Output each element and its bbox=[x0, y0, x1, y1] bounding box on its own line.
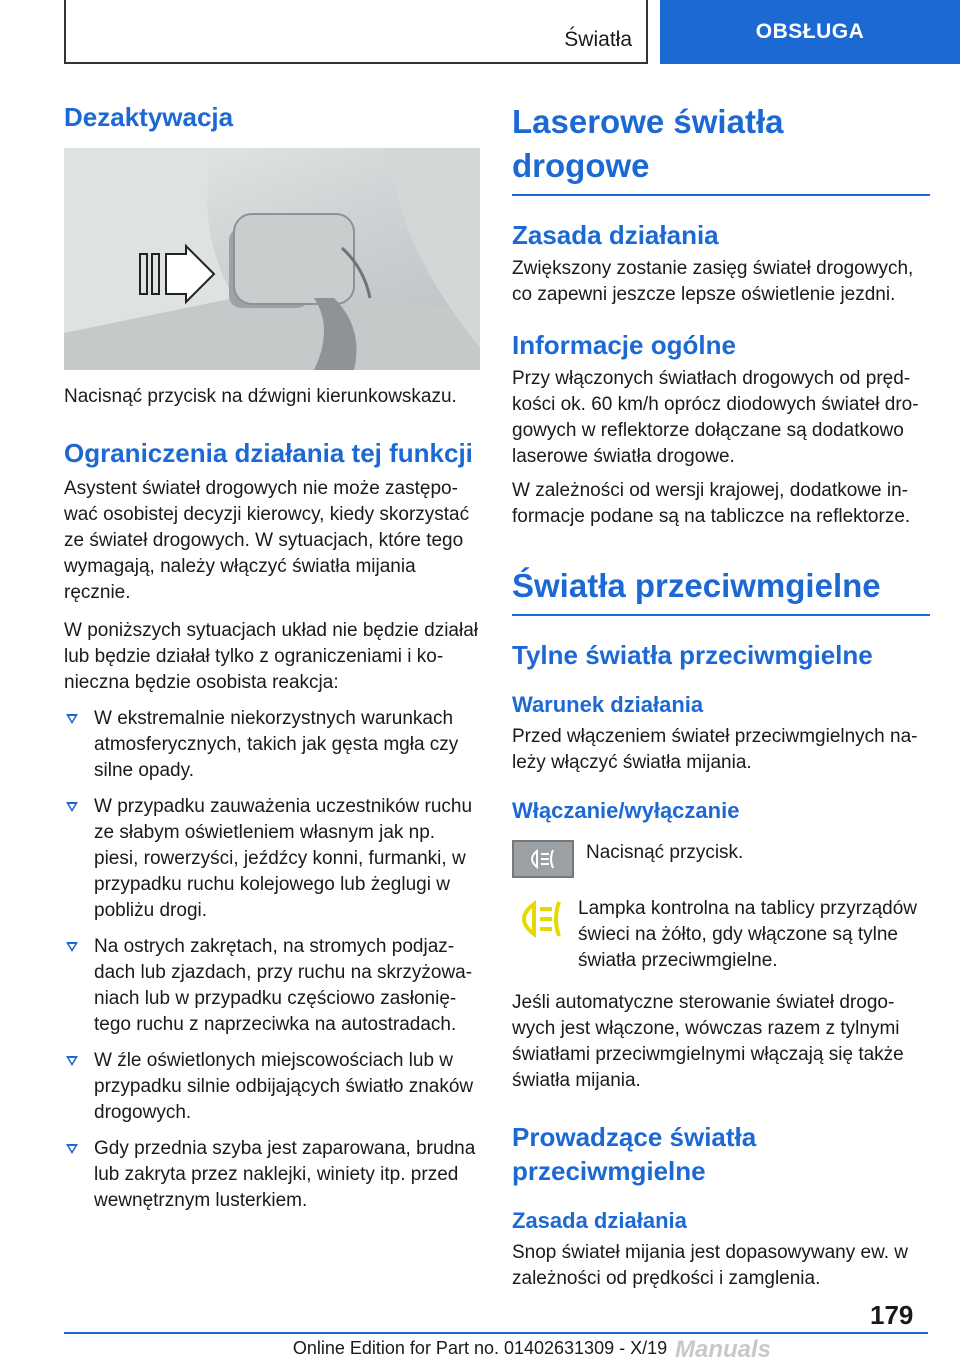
list-item: Gdy przednia szyba jest zaparowana, brudna lub zakryta przez naklejki, winiety itp. przed wewnętrznym lusterkiem. bbox=[64, 1136, 480, 1214]
press-button-text: Nacisnąć przycisk. bbox=[586, 842, 744, 863]
heading-deactivation: Dezaktywacja bbox=[64, 102, 234, 132]
para-general-1: Przy włączonych światłach drogowych od prędkości ok. 60 km/h oprócz diodowych świateł drogowych w reflektorze dołączane są dodatkowo laserowe światła drogowe. bbox=[512, 368, 919, 467]
triangle-bullet-icon bbox=[66, 942, 78, 952]
heading-fog-lights: Światła przeciwmgielne bbox=[512, 567, 881, 604]
right-column bbox=[512, 100, 930, 1292]
header-frame bbox=[64, 0, 648, 64]
triangle-bullet-icon bbox=[66, 802, 78, 812]
heading-limits: Ograniczenia działania tej funkcji bbox=[64, 438, 473, 468]
triangle-bullet-icon bbox=[66, 1056, 78, 1066]
triangle-bullet-icon bbox=[66, 714, 78, 724]
button-instruction bbox=[512, 840, 930, 878]
section-title: Światła bbox=[564, 28, 632, 51]
para-general-2: W zależności od wersji krajowej, dodatkowe informacje podane są na tabliczce na reflektorze. bbox=[512, 480, 911, 527]
para-principle-2: Snop świateł mijania jest dopasowywany ew. w zależności od prędkości i zamglenia. bbox=[512, 1242, 909, 1289]
heading-rule bbox=[512, 614, 930, 616]
heading-leading-fog: Prowadzące światła przeciwmgielne bbox=[512, 1122, 757, 1186]
limits-list bbox=[64, 706, 480, 1214]
heading-general-info: Informacje ogólne bbox=[512, 330, 736, 360]
rear-fog-indicator-icon bbox=[512, 896, 568, 942]
para-condition: Przed włączeniem świateł przeciwmgielnych należy włączyć światła mijania. bbox=[512, 726, 918, 773]
list-item: Na ostrych zakrętach, na stromych podjazdach lub zjazdach, przy ruchu na skrzyżowaniach lub w przypadku częściowo zasłoniętego ruchu z naprzeciwka na autostradach. bbox=[64, 934, 480, 1038]
chapter-tab[interactable]: OBSŁUGA bbox=[660, 0, 960, 64]
photo-caption: Nacisnąć przycisk na dźwigni kierunkowskazu. bbox=[64, 386, 457, 407]
para-auto: Jeśli automatyczne sterowanie świateł drogowych jest włączone, wówczas razem z tylnymi światłami przeciwmgielnymi włączają się także światła mijania. bbox=[512, 992, 904, 1091]
heading-principle-2: Zasada działania bbox=[512, 1208, 687, 1233]
triangle-bullet-icon bbox=[66, 1144, 78, 1154]
edition-text: Online Edition for Part no. 01402631309 - X/19 bbox=[292, 1338, 668, 1358]
heading-condition: Warunek działania bbox=[512, 692, 704, 717]
footer-rule bbox=[64, 1332, 928, 1334]
heading-rule bbox=[512, 194, 930, 196]
indicator-instruction bbox=[512, 896, 930, 974]
turn-signal-lever-photo bbox=[64, 148, 480, 370]
list-item: W przypadku zauważenia uczestników ruchu ze słabym oświetleniem własnym jak np. piesi, rowerzyści, jeźdźcy konni, furmanki, w przypadku ruchu kolejowego lub żeglugi w pobliżu drogi. bbox=[64, 794, 480, 924]
para-limits-2: W poniższych sytuacjach układ nie będzie działał lub będzie działał tylko z ograniczeniami i konieczna będzie osobista reakcja: bbox=[64, 620, 478, 693]
left-column bbox=[64, 100, 480, 1224]
heading-laser-high-beam: Laserowe światła drogowe bbox=[512, 103, 784, 184]
rear-fog-button-icon bbox=[512, 840, 574, 878]
watermark: Manuals bbox=[675, 1336, 772, 1363]
list-item: W źle oświetlonych miejscowościach lub w przypadku silnie odbijających światło znaków drogowych. bbox=[64, 1048, 480, 1126]
list-item: W ekstremalnie niekorzystnych warunkach atmosferycznych, takich jak gęsta mgła czy silne opady. bbox=[64, 706, 480, 784]
heading-rear-fog: Tylne światła przeciwmgielne bbox=[512, 640, 873, 670]
lever-illustration bbox=[64, 148, 480, 370]
para-principle: Zwiększony zostanie zasięg świateł drogowych, co zapewni jeszcze lepsze oświetlenie jezdni. bbox=[512, 258, 914, 305]
para-limits-1: Asystent świateł drogowych nie może zastępować osobistej decyzji kierowcy, kiedy skorzystać ze świateł drogowych. W sytuacjach, które tego wymagają, należy włączyć światła mijania ręcznie. bbox=[64, 478, 470, 603]
indicator-text: Lampka kontrolna na tablicy przyrządów świeci na żółto, gdy włączone są tylne światła przeciwmgielne. bbox=[578, 898, 918, 971]
heading-principle: Zasada działania bbox=[512, 220, 719, 250]
page-number: 179 bbox=[870, 1300, 914, 1330]
heading-on-off: Włączanie/wyłączanie bbox=[512, 798, 740, 823]
